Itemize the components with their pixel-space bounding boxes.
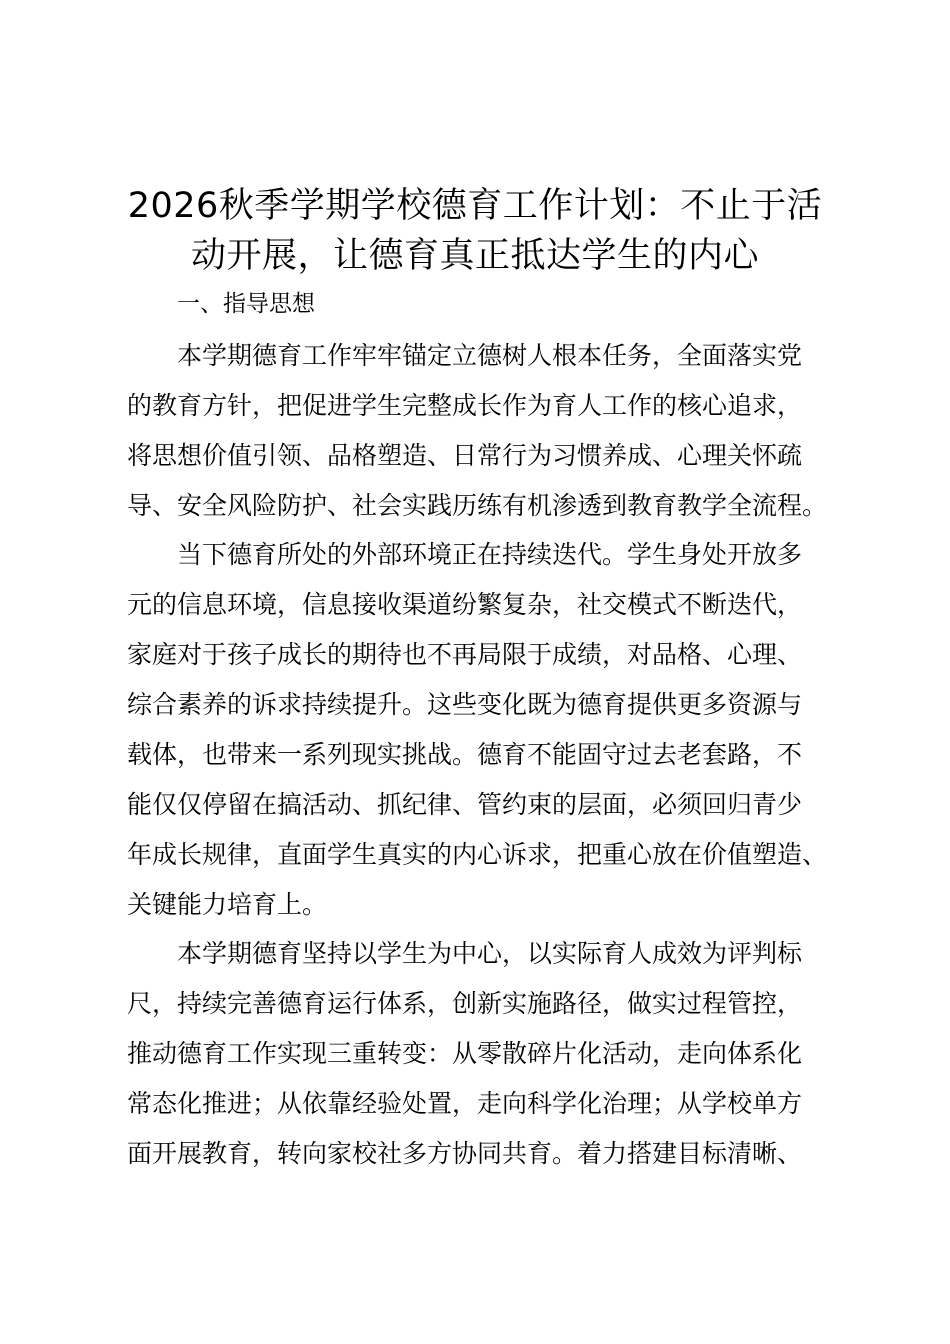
document-title-line-1: 2026秋季学期学校德育工作计划：不止于活 xyxy=(127,186,823,226)
paragraph-line: 年成长规律，直面学生真实的内心诉求，把重心放在价值塑造、 xyxy=(127,840,828,869)
paragraph-line: 推动德育工作实现三重转变：从零散碎片化活动，走向体系化 xyxy=(127,1039,803,1068)
paragraph-line: 尺，持续完善德育运行体系，创新实施路径，做实过程管控， xyxy=(127,989,803,1018)
paragraph-line: 常态化推进；从依靠经验处置，走向科学化治理；从学校单方 xyxy=(127,1089,803,1118)
document-title-line-2: 动开展，让德育真正抵达学生的内心 xyxy=(190,236,759,276)
paragraph-line: 载体，也带来一系列现实挑战。德育不能固守过去老套路，不 xyxy=(127,740,803,769)
paragraph-line: 面开展教育，转向家校社多方协同共育。着力搭建目标清晰、 xyxy=(127,1139,803,1168)
paragraph-line: 本学期德育坚持以学生为中心，以实际育人成效为评判标 xyxy=(177,939,803,968)
paragraph-line: 当下德育所处的外部环境正在持续迭代。学生身处开放多 xyxy=(177,540,803,569)
paragraph-line: 导、安全风险防护、社会实践历练有机渗透到教育教学全流程。 xyxy=(127,491,828,520)
paragraph-line: 的教育方针，把促进学生完整成长作为育人工作的核心追求， xyxy=(127,391,803,420)
paragraph-line: 本学期德育工作牢牢锚定立德树人根本任务，全面落实党 xyxy=(177,341,803,370)
paragraph-line: 综合素养的诉求持续提升。这些变化既为德育提供更多资源与 xyxy=(127,690,803,719)
paragraph-2 xyxy=(127,530,847,930)
section-heading: 一、指导思想 xyxy=(177,291,315,317)
paragraph-line: 关键能力培育上。 xyxy=(127,890,328,919)
paragraph-1 xyxy=(127,331,847,531)
paragraph-3 xyxy=(127,929,847,1179)
paragraph-line: 元的信息环境，信息接收渠道纷繁复杂，社交模式不断迭代， xyxy=(127,590,803,619)
paragraph-line: 将思想价值引领、品格塑造、日常行为习惯养成、心理关怀疏 xyxy=(127,441,803,470)
paragraph-line: 能仅仅停留在搞活动、抓纪律、管约束的层面，必须回归青少 xyxy=(127,790,803,819)
paragraph-line: 家庭对于孩子成长的期待也不再局限于成绩，对品格、心理、 xyxy=(127,640,803,669)
